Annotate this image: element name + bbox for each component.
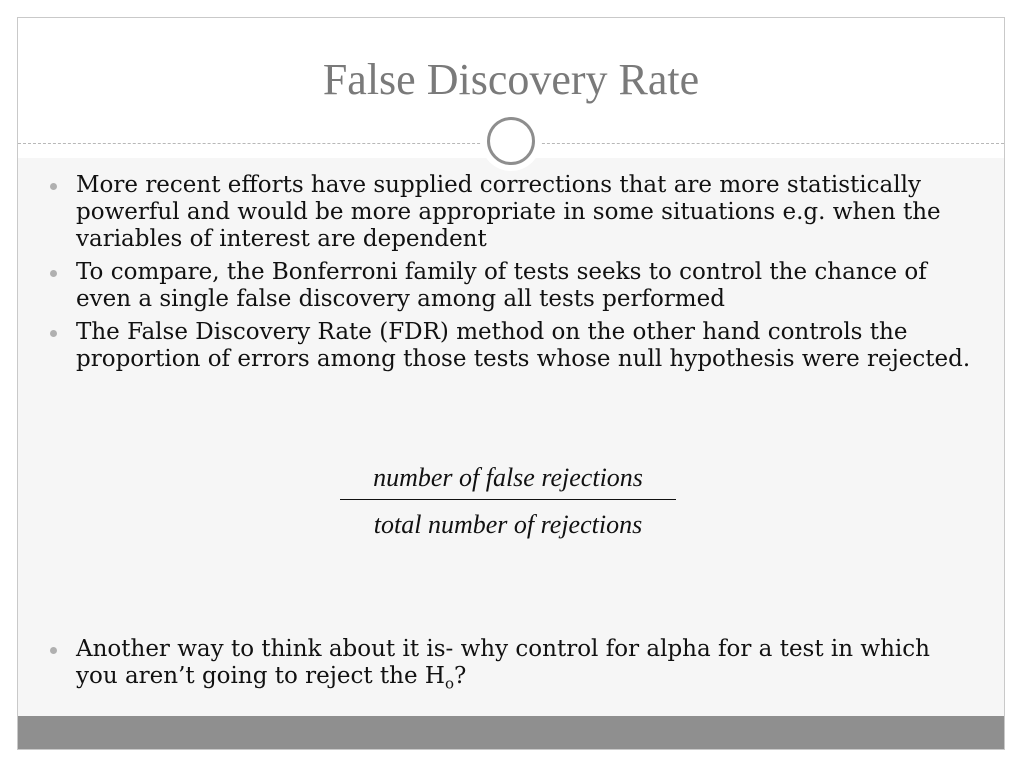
bullet-text [76, 636, 930, 693]
circle-ornament-icon [487, 117, 535, 165]
bullet-item [46, 259, 976, 313]
bullet-list-secondary [46, 636, 976, 704]
bullet-text: To compare, the Bonferroni family of tests seeks to control the chance of even a single false discovery among all tests performed [76, 259, 927, 312]
bullet-text: The False Discovery Rate (FDR) method on the other hand controls the proportion of errors among those tests whose null hypothesis were rejected. [76, 319, 971, 372]
bullet-item [46, 319, 976, 373]
bullet-icon [50, 270, 57, 277]
footer-bar [18, 716, 1004, 750]
slide [17, 17, 1005, 750]
fdr-formula [340, 463, 676, 540]
formula-denominator: total number of rejections [373, 510, 643, 539]
bullet-icon [50, 183, 57, 190]
bullet-text-suffix: ? [454, 663, 467, 689]
subscript-o: o [444, 674, 454, 693]
formula-numerator: number of false rejections [340, 463, 676, 500]
bullet-item [46, 636, 976, 698]
bullet-list [46, 172, 976, 379]
bullet-item [46, 172, 976, 253]
bullet-text-main: Another way to think about it is- why control for alpha for a test in which you aren’t going to reject the H [76, 636, 930, 689]
slide-title: False Discovery Rate [322, 55, 700, 104]
bullet-text: More recent efforts have supplied corrections that are more statistically powerful and would be more appropriate in some situations e.g. when the variables of interest are dependent [76, 172, 941, 252]
bullet-icon [50, 647, 57, 654]
bullet-icon [50, 330, 57, 337]
content-area [18, 158, 1004, 716]
